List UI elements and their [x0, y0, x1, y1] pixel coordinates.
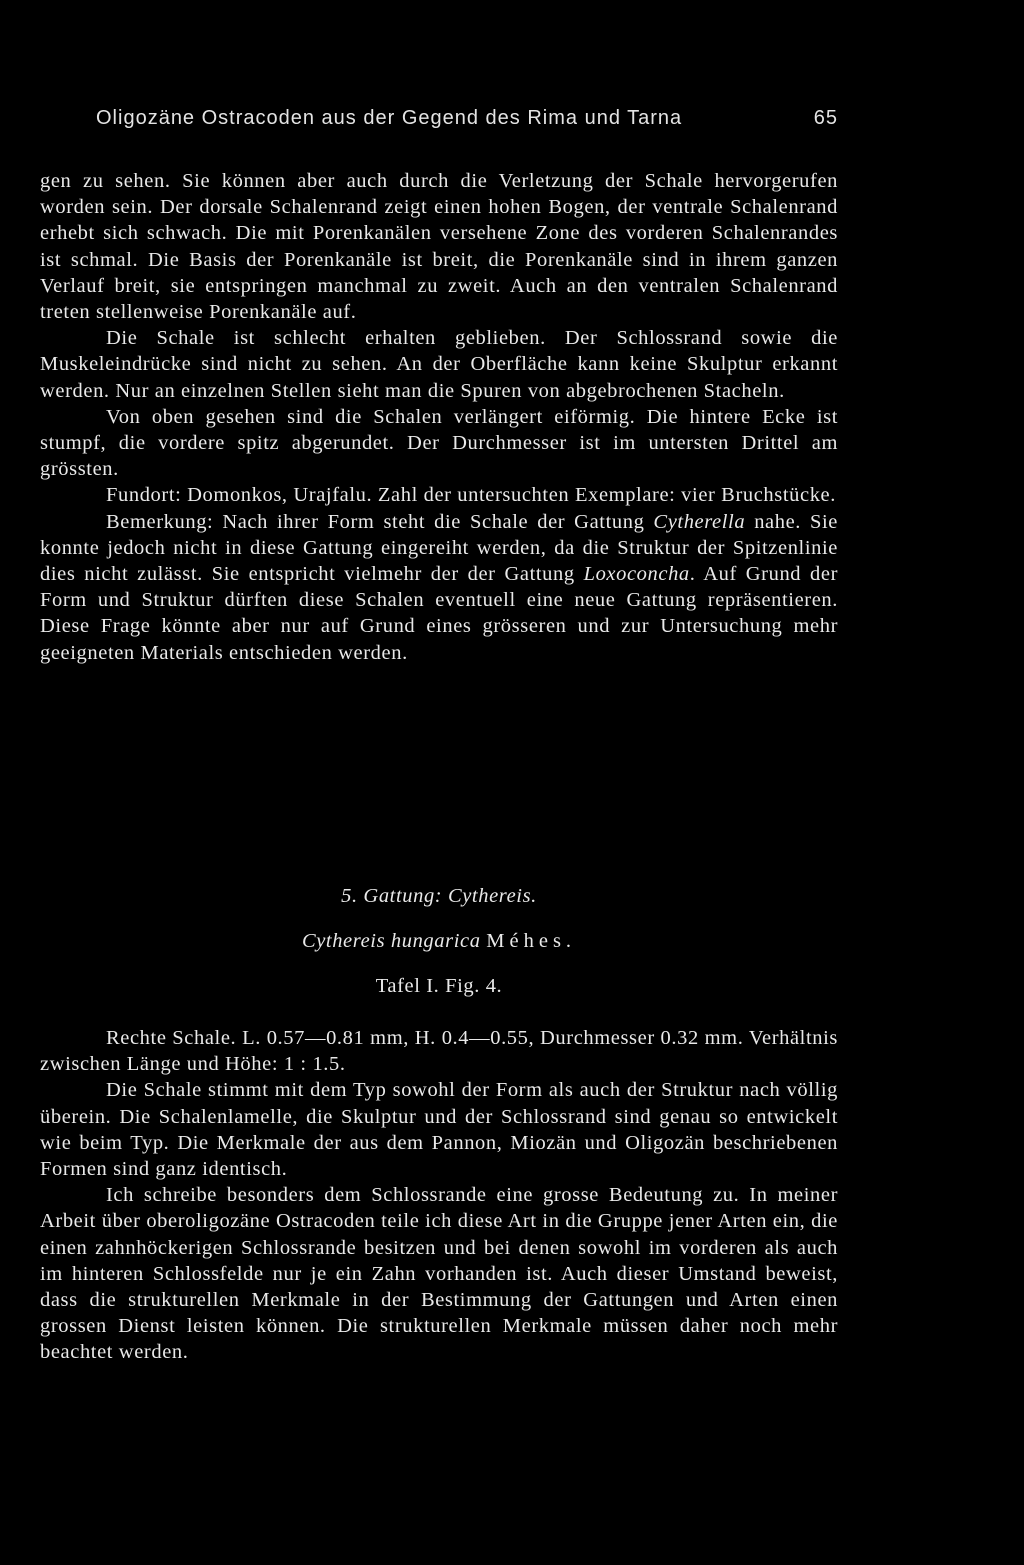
paragraph: Die Schale stimmt mit dem Typ sowohl der Form als auch der Struktur nach völlig überein. Die Schalenlamelle, die Skulptur und der Schlossrand sind genau so entwickelt wie beim Typ. Die Merkmale der aus dem Pannon, Miozän und Oligozän beschriebenen Formen sind ganz identisch.	[40, 1079, 838, 1181]
body-text-top	[40, 168, 838, 666]
paragraph: Rechte Schale. L. 0.57—0.81 mm, H. 0.4—0.55, Durchmesser 0.32 mm. Verhältnis zwischen Länge und Höhe: 1 : 1.5.	[40, 1027, 838, 1076]
remark-text: nahe. Sie konnte jedoch nicht in diese Gattung eingereiht werden, da die Struktur der Spitzenlinie dies nicht zulässt. Sie entspricht vielmehr der der Gattung	[40, 510, 838, 586]
paragraph: gen zu sehen. Sie können aber auch durch die Verletzung der Schale hervorgerufen worden sein. Der dorsale Schalenrand zeigt einen hohen Bogen, der ventrale Schalenrand erhebt sich schwach. Die mit Porenkanälen versehene Zone des vorderen Schalenrandes ist schmal. Die Basis der Porenkanäle ist breit, die Porenkanäle sind in ihrem ganzen Verlauf breit, sie entspringen manchmal zu zweit. Auch an den ventralen Schalenrand treten stellenweise Porenkanäle auf.	[40, 170, 838, 324]
running-head	[96, 107, 838, 130]
paragraph: Von oben gesehen sind die Schalen verlängert eiförmig. Die hintere Ecke ist stumpf, die vordere spitz abgerundet. Der Durchmesser ist im untersten Drittel am grössten.	[40, 405, 838, 481]
page	[40, 0, 838, 1565]
species-author: Méhes.	[486, 930, 577, 952]
plate-reference: Tafel I. Fig. 4.	[375, 975, 503, 997]
genus-name: Cytherella	[653, 510, 746, 533]
genus-name: Loxoconcha	[583, 563, 690, 586]
genus-heading: 5. Gattung: Cythereis.	[341, 885, 537, 907]
species-heading	[40, 930, 838, 953]
paragraph: Die Schale ist schlecht erhalten geblieben. Der Schlossrand sowie die Muskeleindrücke sind nicht zu sehen. An der Oberfläche kann keine Skulptur erkannt werden. Nur an einzelnen Stellen sieht man die Spuren von abgebrochenen Stacheln.	[40, 327, 838, 402]
paragraph: Ich schreibe besonders dem Schlossrande eine grosse Bedeutung zu. In meiner Arbeit über oberoligozäne Ostracoden teile ich diese Art in die Gruppe jener Arten ein, die einen zahnhöckerigen Schlossrande besitzen und bei denen sowohl im vorderen als auch im hinteren Schlossfelde nur je ein Zahn vorhanden ist. Auch dieser Umstand beweist, dass die strukturellen Merkmale in der Bestimmung der Gattungen und Arten einen grossen Dienst leisten können. Die strukturellen Merkmale müssen daher noch mehr beachtet werden.	[40, 1184, 838, 1364]
remark-paragraph	[40, 509, 838, 666]
page-number: 65	[813, 107, 838, 129]
paragraph: Fundort: Domonkos, Urajfalu. Zahl der untersuchten Exemplare: vier Bruchstücke.	[106, 484, 836, 507]
running-title: Oligozäne Ostracoden aus der Gegend des Rima und Tarna	[96, 107, 683, 129]
remark-text: . Auf Grund der Form und Struktur dürften diese Schalen eventuell eine neue Gattung repräsentieren. Diese Frage könnte aber nur auf Grund eines grösseren und zur Untersuchung mehr geeigneten Materials entschieden werden.	[40, 563, 838, 664]
remark-text: Bemerkung: Nach ihrer Form steht die Schale der Gattung	[106, 510, 654, 533]
body-text-bottom	[40, 1025, 838, 1366]
species-name: Cythereis hungarica	[301, 930, 481, 952]
